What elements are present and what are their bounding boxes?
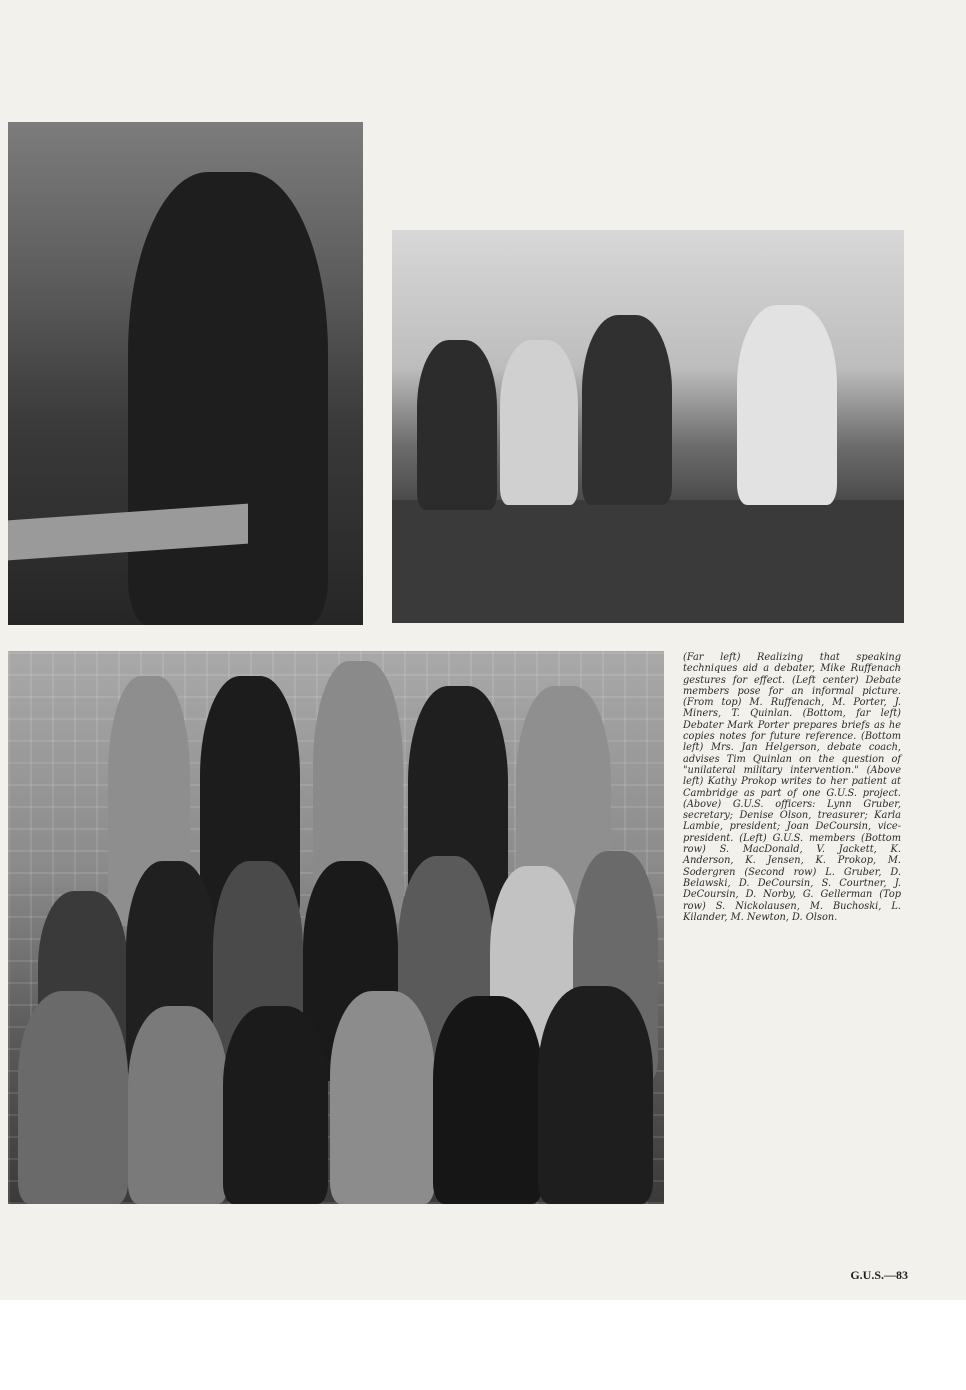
debater-writing-photo	[8, 122, 363, 625]
debate-members-photo	[392, 230, 904, 623]
photo-caption: (Far left) Realizing that speaking techniques aid a debater, Mike Ruffenach gestures for effect. (Left center) Debate members pose for an informal picture. (From top) M. Ruffenach, M. Porter, J. Miners, T. Quinlan. (Bottom, far left) Debater Mark Porter prepares briefs as he copies notes for future reference. (Bottom left) Mrs. Jan Helgerson, debate coach, advises Tim Quinlan on the question of "unilateral military intervention." (Above left) Kathy Prokop writes to her patient at Cambridge as part of one G.U.S. project. (Above) G.U.S. officers: Lynn Gruber, secretary; Denise Olson, treasurer; Karla Lambie, president; Joan DeCoursin, vice-president. (Left) G.U.S. members (Bottom row) S. MacDonald, V. Jackett, K. Anderson, K. Jensen, K. Prokop, M. Sodergren (Second row) L. Gruber, D. Belawski, D. DeCoursin, S. Courtner, J. DeCoursin, D. Norby, G. Gellerman (Top row) S. Nickolausen, M. Buchoski, L. Kilander, M. Newton, D. Olson.	[683, 652, 901, 923]
member-figure	[18, 991, 128, 1204]
member-figure	[582, 315, 672, 505]
member-figure	[433, 996, 543, 1204]
member-figure	[737, 305, 837, 505]
member-figure	[538, 986, 653, 1204]
member-figure	[330, 991, 435, 1204]
page-folio: G.U.S.—83	[850, 1268, 908, 1282]
gus-members-group-photo	[8, 651, 664, 1204]
wall-ledge	[392, 500, 904, 623]
footer-band	[0, 1300, 966, 1390]
member-figure	[417, 340, 497, 510]
member-figure	[128, 1006, 228, 1204]
member-figure	[223, 1006, 328, 1204]
member-figure	[500, 340, 578, 505]
student-figure	[128, 172, 328, 625]
